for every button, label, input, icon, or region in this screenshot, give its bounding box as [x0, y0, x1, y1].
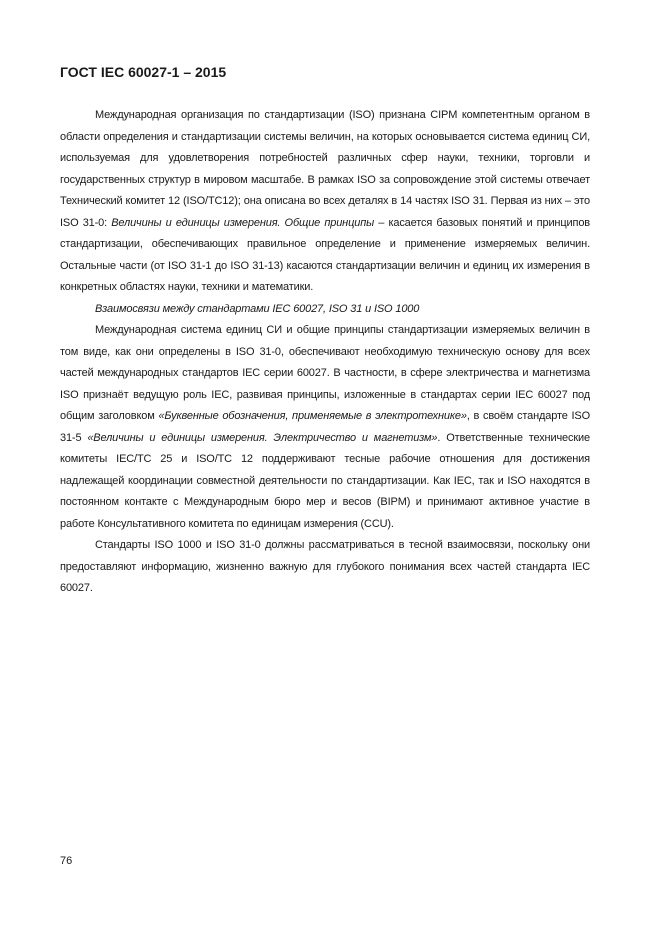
- paragraph-si-principles: [60, 320, 590, 535]
- paragraph-text: Международная организация по стандартизации (ISO) признана CIPM компетентным органом в области определения и стандартизации системы величин, на которых основывается система единиц СИ, используемая для удовлетворения потребностей различных сфер науки, техники, торговли и государственных структур в мировом масштабе. В рамках ISO за сопровождение этой системы отвечает Технический комитет 12 (ISO/TC12); она описана во всех деталях в 14 частях ISO 31. Первая из них – это ISO 31-0:: [60, 109, 590, 229]
- iso-31-0-title: Величины и единицы измерения. Общие принципы: [111, 216, 375, 229]
- document-body: [60, 105, 590, 600]
- paragraph-text: Международная система единиц СИ и общие принципы стандартизации измеряемых величин в том виде, как они определены в ISO 31-0, обеспечивают необходимую техническую основу для всех частей международных стандартов IEC серии 60027. В частности, в сфере электричества и магнетизма ISO признаёт ведущую роль IEC, развивая принципы, изложенные в стандартах серии IEC 60027 под общим заголовком: [60, 324, 590, 422]
- paragraph-text: . Ответственные технические комитеты IEC/TC 25 и ISO/TC 12 поддерживают тесные рабочие отношения для достижения надлежащей координации совместной деятельности по стандартизации. Как IEC, так и ISO находятся в постоянном контакте с Международным бюро мер и весов (BIPM) и принимают активное участие в работе Консультативного комитета по единицам измерения (CCU).: [60, 431, 590, 530]
- document-header: ГОСТ IEC 60027-1 – 2015: [60, 64, 227, 80]
- paragraph-text: – касается базовых понятий и принципов стандартизации, обеспечивающих правильное определение и применение измеряемых величин. Остальные части (от ISO 31-1 до ISO 31-13) касаются стандартизации величин и единиц их измерения в конкретных областях науки, техники и математики.: [60, 216, 590, 293]
- section-heading: Взаимосвязи между стандартами IEC 60027, ISO 31 и ISO 1000: [95, 302, 420, 315]
- paragraph-text: , в своём стандарте ISO 31-5: [60, 410, 590, 444]
- page-number: 76: [60, 855, 73, 867]
- iso-31-5-title: «Величины и единицы измерения. Электричество и магнетизм»: [87, 431, 438, 444]
- paragraph-iso-competence: [60, 105, 590, 299]
- paragraph-iso-1000: Стандарты ISO 1000 и ISO 31-0 должны рассматриваться в тесной взаимосвязи, поскольку они предоставляют информацию, жизненно важную для глубокого понимания всех частей стандарта IEC 60027.: [60, 539, 590, 594]
- iec-60027-series-title: «Буквенные обозначения, применяемые в электротехнике»: [158, 410, 467, 422]
